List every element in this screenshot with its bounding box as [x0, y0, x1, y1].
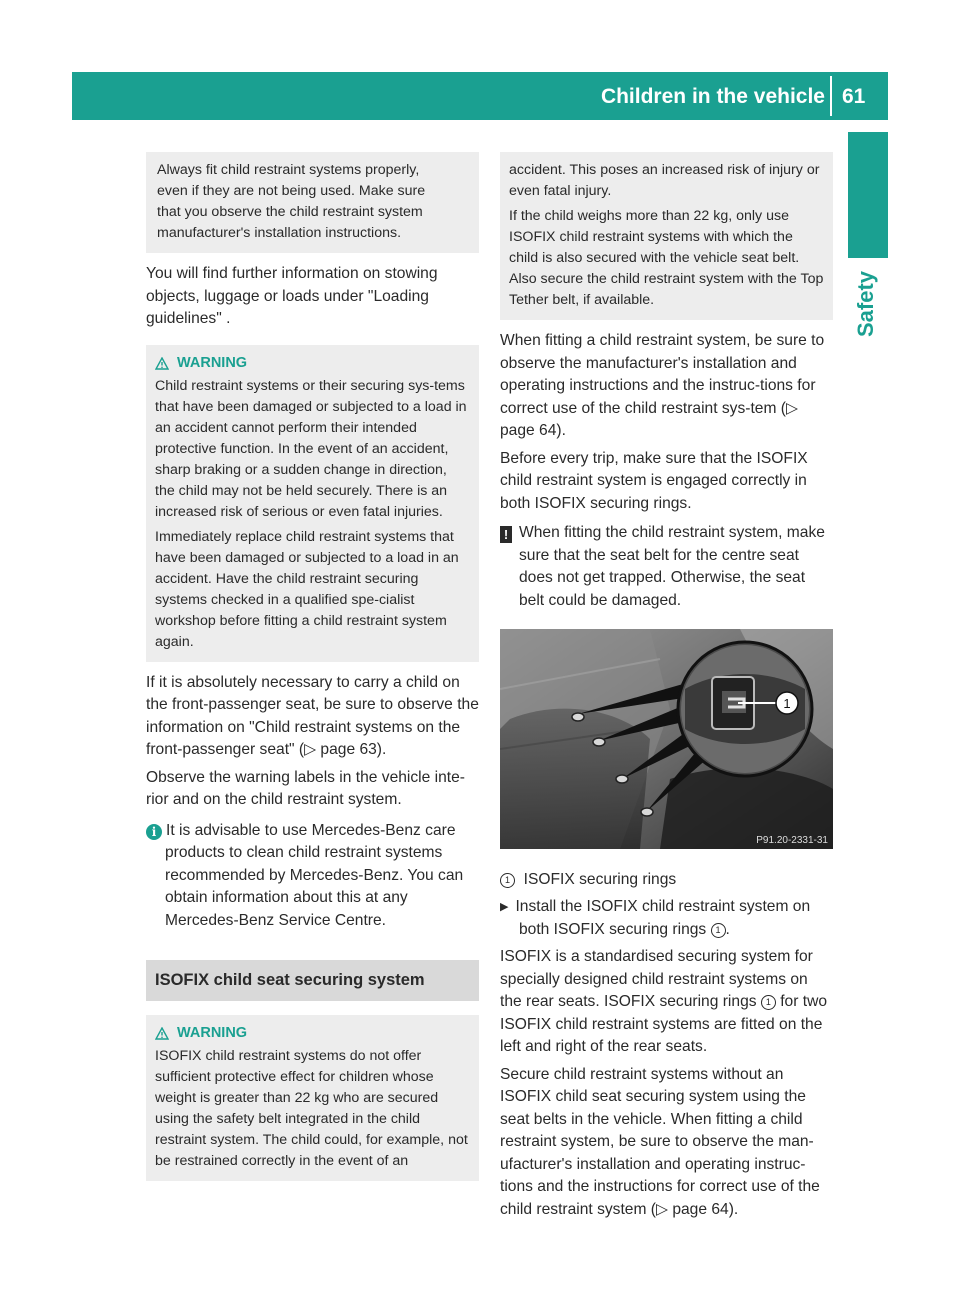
section-label: Safety [853, 270, 878, 337]
caution-paragraph: ! When fitting the child restraint system, make sure that the seat belt for the centre seat does not get trapped. Otherwise, the seat belt could be damaged. [500, 522, 833, 612]
page-reference-link[interactable]: page 63 [320, 741, 377, 758]
photo-code: P91.20-2331-31 [756, 835, 828, 846]
body-paragraph: When fitting a child restraint system, be sure to observe the manufacturer's installation and operating instructions and the instruc-tions for correct use of the child restraint sys-tem (▷ page 64). [500, 332, 825, 439]
left-column [146, 152, 479, 1181]
page-ref-arrow-icon: ▷ [655, 1200, 673, 1218]
chapter-title: Children in the vehicle [600, 85, 825, 108]
ring-number-ref: 1 [711, 923, 726, 938]
page-reference-link[interactable]: page 64 [500, 422, 557, 439]
body-paragraph: Secure child restraint systems without an ISOFIX child seat securing system using the seat belts in the vehicle. When fitting a child restraint system, be sure to observe the man-ufacturer's installation and operating instruc-tions and the instructions for correct use of the child restraint system (▷ page 64). [500, 1065, 820, 1218]
section-tab [848, 132, 888, 258]
warning-text: Child restraint systems or their securing sys-tems that have been damaged or subjected to a load in an accident cannot perform their intended protective function. In the event of an accident, sharp braking or a sudden change in direction, the child may not be held securely. There is an increased risk of serious or even fatal injuries. [155, 377, 467, 520]
warning-box-continued [500, 152, 833, 320]
instruction-step: ▶ Install the ISOFIX child restraint system on both ISOFIX securing rings 1 . [500, 898, 811, 938]
warning-heading [155, 353, 470, 374]
warning-text: Immediately replace child restraint systems that have been damaged or subjected to a load in an accident. Have the child restraint securing systems checked in a qualified spe-cialist workshop before fitting a child restraint system again. [155, 528, 459, 650]
info-icon: i [146, 824, 162, 840]
callout-number: 1 [783, 696, 791, 711]
section-heading: ISOFIX child seat securing system [146, 960, 479, 1001]
legend-item: 1 ISOFIX securing rings [500, 869, 833, 892]
note-line: even if they are not being used. Make sure [157, 183, 426, 199]
isofix-photo [500, 629, 833, 849]
page-number: 61 [842, 85, 866, 108]
warning-title: WARNING [177, 1024, 248, 1041]
body-paragraph: Observe the warning labels in the vehicle inte-rior and on the child restraint system. [146, 768, 465, 808]
note-box [146, 152, 479, 253]
page-ref-arrow-icon: ▷ [304, 741, 321, 758]
page-reference-link[interactable]: page 64 [672, 1200, 729, 1218]
step-arrow-icon: ▶ [500, 901, 509, 913]
ring-number-ref: 1 [761, 995, 776, 1010]
note-line: that you observe the child restraint system [157, 204, 423, 220]
warning-text: accident. This poses an increased risk of injury or even fatal injury. [509, 162, 820, 199]
info-paragraph: i It is advisable to use Mercedes-Benz care products to clean child restraint systems recommended by Mercedes-Benz. You can obtain information about this at any Mercedes-Benz Service Centre. [146, 820, 479, 933]
header-divider [830, 76, 832, 116]
warning-triangle-icon [155, 1027, 169, 1040]
warning-text: If the child weighs more than 22 kg, only use ISOFIX child restraint systems with which the child is also secured with the vehicle seat belt. Also secure the child restraint system with the Top Tether belt, if available. [509, 208, 824, 308]
note-line: Always fit child restraint systems properly, [157, 162, 420, 178]
legend-number: 1 [500, 873, 515, 888]
note-line: manufacturer's installation instructions. [157, 225, 402, 241]
warning-title: WARNING [177, 354, 248, 371]
body-paragraph: Before every trip, make sure that the ISOFIX child restraint system is engaged correctly in both ISOFIX securing rings. [500, 449, 808, 512]
right-column [500, 152, 833, 1226]
body-paragraph: If it is absolutely necessary to carry a child on the front-passenger seat, be sure to observe the information on "Child restraint systems on the front-passenger seat" (▷ page 63). [146, 673, 479, 758]
body-paragraph: You will find further information on stowing objects, luggage or loads under "Loading guidelines" . [146, 265, 438, 327]
warning-box [146, 1015, 479, 1181]
caution-icon: ! [500, 526, 512, 543]
warning-text: ISOFIX child restraint systems do not offer sufficient protective effect for children whose weight is greater than 22 kg who are secured using the safety belt integrated in the child restraint system. The child could, for example, not be restrained correctly in the event of an [155, 1047, 468, 1169]
warning-triangle-icon [155, 357, 169, 370]
page-ref-arrow-icon: ▷ [785, 399, 798, 417]
warning-heading [155, 1023, 470, 1044]
warning-box [146, 345, 479, 662]
body-paragraph: ISOFIX is a standardised securing system for specially designed child restraint systems on the rear seats. ISOFIX securing rings 1 for two ISOFIX child restraint systems are fitted on the left and right of the rear seats. [500, 948, 828, 1055]
